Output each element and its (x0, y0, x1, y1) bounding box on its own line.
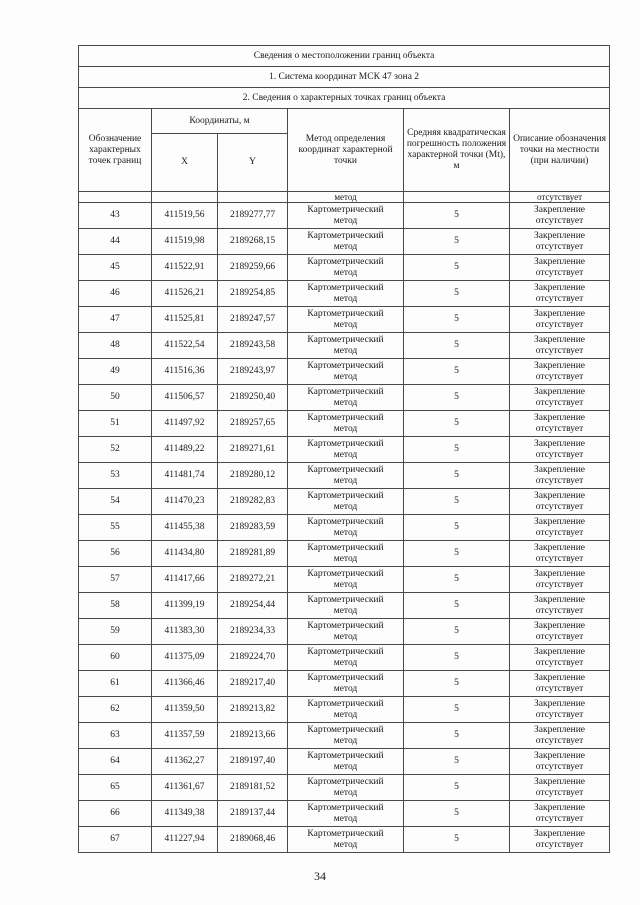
point-x: 411366,46 (152, 671, 218, 697)
point-y: 2189250,40 (218, 385, 288, 411)
method-line-1: Картометрический (307, 386, 384, 397)
description-line-1: Закрепление (534, 360, 586, 371)
point-description (510, 385, 610, 411)
table-row (79, 515, 610, 541)
point-error: 5 (404, 229, 510, 255)
description-line-2: отсутствует (535, 709, 584, 720)
point-x: 411519,98 (152, 229, 218, 255)
description-line-2: отсутствует (535, 735, 584, 746)
point-method (288, 645, 404, 671)
method-line-2: метод (333, 423, 358, 434)
point-description (510, 827, 610, 853)
point-designation: 49 (79, 359, 152, 385)
point-error: 5 (404, 827, 510, 853)
point-y: 2189213,82 (218, 697, 288, 723)
method-line-2: метод (333, 345, 358, 356)
point-method (288, 229, 404, 255)
point-description (510, 775, 610, 801)
method-line-1: Картометрический (307, 620, 384, 631)
description-line-2: отсутствует (535, 449, 584, 460)
point-method (288, 749, 404, 775)
header-coordinates: Координаты, м (152, 109, 288, 134)
method-line-2: метод (333, 683, 358, 694)
point-designation: 66 (79, 801, 152, 827)
description-line-1: Закрепление (534, 620, 586, 631)
point-y: 2189197,40 (218, 749, 288, 775)
point-designation: 63 (79, 723, 152, 749)
table-row (79, 723, 610, 749)
table-row (79, 801, 610, 827)
description-line-1: Закрепление (534, 750, 586, 761)
point-method (288, 437, 404, 463)
method-line-1: Картометрический (307, 282, 384, 293)
method-line-1: Картометрический (307, 802, 384, 813)
description-line-2: отсутствует (535, 371, 584, 382)
description-line-2: отсутствует (535, 319, 584, 330)
description-line-1: Закрепление (534, 256, 586, 267)
point-description (510, 411, 610, 437)
method-line-2: метод (333, 397, 358, 408)
method-line-2: метод (333, 631, 358, 642)
point-method (288, 567, 404, 593)
method-line-2: метод (333, 475, 358, 486)
continuation-x (152, 192, 218, 203)
method-line-1: Картометрический (307, 438, 384, 449)
points-section-title: 2. Сведения о характерных точках границ объекта (79, 88, 610, 109)
point-description (510, 749, 610, 775)
point-description (510, 723, 610, 749)
description-line-1: Закрепление (534, 308, 586, 319)
method-line-2: метод (333, 267, 358, 278)
continuation-description: отсутствует (510, 192, 610, 203)
point-designation: 52 (79, 437, 152, 463)
point-y: 2189224,70 (218, 645, 288, 671)
description-line-2: отсутствует (535, 657, 584, 668)
method-line-1: Картометрический (307, 490, 384, 501)
method-line-1: Картометрический (307, 334, 384, 345)
method-line-2: метод (333, 449, 358, 460)
point-description (510, 307, 610, 333)
point-x: 411522,54 (152, 333, 218, 359)
point-method (288, 619, 404, 645)
point-x: 411375,09 (152, 645, 218, 671)
point-designation: 44 (79, 229, 152, 255)
description-line-1: Закрепление (534, 334, 586, 345)
point-x: 411434,80 (152, 541, 218, 567)
point-error: 5 (404, 697, 510, 723)
point-y: 2189243,97 (218, 359, 288, 385)
method-line-2: метод (333, 813, 358, 824)
table-row (79, 437, 610, 463)
method-line-2: метод (333, 215, 358, 226)
point-description (510, 255, 610, 281)
point-error: 5 (404, 541, 510, 567)
method-line-1: Картометрический (307, 594, 384, 605)
table-row (79, 541, 610, 567)
point-y: 2189280,12 (218, 463, 288, 489)
table-row (79, 827, 610, 853)
point-error: 5 (404, 359, 510, 385)
point-error: 5 (404, 723, 510, 749)
description-line-2: отсутствует (535, 527, 584, 538)
point-description (510, 463, 610, 489)
point-method (288, 723, 404, 749)
description-line-1: Закрепление (534, 802, 586, 813)
method-line-1: Картометрический (307, 776, 384, 787)
point-y: 2189068,46 (218, 827, 288, 853)
point-error: 5 (404, 333, 510, 359)
method-line-1: Картометрический (307, 230, 384, 241)
method-line-1: Картометрический (307, 308, 384, 319)
point-designation: 67 (79, 827, 152, 853)
point-designation: 48 (79, 333, 152, 359)
point-error: 5 (404, 411, 510, 437)
point-designation: 55 (79, 515, 152, 541)
method-line-1: Картометрический (307, 724, 384, 735)
description-line-2: отсутствует (535, 813, 584, 824)
method-line-2: метод (333, 709, 358, 720)
continuation-designation (79, 192, 152, 203)
method-line-1: Картометрический (307, 646, 384, 657)
point-description (510, 567, 610, 593)
point-y: 2189254,85 (218, 281, 288, 307)
description-line-1: Закрепление (534, 230, 586, 241)
point-error: 5 (404, 437, 510, 463)
point-description (510, 489, 610, 515)
point-x: 411417,66 (152, 567, 218, 593)
header-y: Y (218, 134, 288, 192)
point-x: 411455,38 (152, 515, 218, 541)
point-y: 2189181,52 (218, 775, 288, 801)
table-row (79, 359, 610, 385)
description-line-2: отсутствует (535, 215, 584, 226)
point-x: 411522,91 (152, 255, 218, 281)
point-method (288, 515, 404, 541)
point-y: 2189272,21 (218, 567, 288, 593)
point-x: 411525,81 (152, 307, 218, 333)
table-row (79, 749, 610, 775)
point-designation: 62 (79, 697, 152, 723)
point-x: 411361,67 (152, 775, 218, 801)
point-designation: 61 (79, 671, 152, 697)
table-row (79, 645, 610, 671)
continuation-y (218, 192, 288, 203)
point-error: 5 (404, 671, 510, 697)
description-line-2: отсутствует (535, 267, 584, 278)
point-method (288, 359, 404, 385)
description-line-1: Закрепление (534, 282, 586, 293)
point-designation: 53 (79, 463, 152, 489)
header-error: Средняя квадратическая погрешность положения характерной точки (Mt), м (404, 109, 510, 192)
description-line-1: Закрепление (534, 438, 586, 449)
point-y: 2189247,57 (218, 307, 288, 333)
description-line-2: отсутствует (535, 397, 584, 408)
point-x: 411516,36 (152, 359, 218, 385)
point-error: 5 (404, 203, 510, 229)
point-description (510, 359, 610, 385)
method-line-2: метод (333, 787, 358, 798)
point-error: 5 (404, 619, 510, 645)
point-description (510, 671, 610, 697)
point-designation: 43 (79, 203, 152, 229)
point-designation: 59 (79, 619, 152, 645)
point-description (510, 281, 610, 307)
method-line-1: Картометрический (307, 360, 384, 371)
point-description (510, 645, 610, 671)
point-designation: 45 (79, 255, 152, 281)
point-designation: 50 (79, 385, 152, 411)
point-x: 411497,92 (152, 411, 218, 437)
description-line-1: Закрепление (534, 568, 586, 579)
boundary-points-table (78, 45, 610, 853)
description-line-2: отсутствует (535, 631, 584, 642)
point-description (510, 515, 610, 541)
method-line-1: Картометрический (307, 516, 384, 527)
point-error: 5 (404, 801, 510, 827)
description-line-1: Закрепление (534, 646, 586, 657)
point-description (510, 229, 610, 255)
method-line-1: Картометрический (307, 750, 384, 761)
point-x: 411489,22 (152, 437, 218, 463)
point-error: 5 (404, 281, 510, 307)
point-y: 2189281,89 (218, 541, 288, 567)
point-method (288, 671, 404, 697)
description-line-2: отсутствует (535, 605, 584, 616)
point-error: 5 (404, 489, 510, 515)
point-description (510, 203, 610, 229)
description-line-1: Закрепление (534, 412, 586, 423)
point-y: 2189271,61 (218, 437, 288, 463)
point-error: 5 (404, 463, 510, 489)
point-y: 2189243,58 (218, 333, 288, 359)
point-y: 2189213,66 (218, 723, 288, 749)
description-line-2: отсутствует (535, 423, 584, 434)
method-line-1: Картометрический (307, 464, 384, 475)
method-line-1: Картометрический (307, 542, 384, 553)
point-method (288, 775, 404, 801)
point-y: 2189217,40 (218, 671, 288, 697)
point-method (288, 281, 404, 307)
point-y: 2189283,59 (218, 515, 288, 541)
method-line-2: метод (333, 735, 358, 746)
point-error: 5 (404, 593, 510, 619)
point-x: 411399,19 (152, 593, 218, 619)
point-method (288, 255, 404, 281)
description-line-2: отсутствует (535, 501, 584, 512)
point-designation: 46 (79, 281, 152, 307)
description-line-1: Закрепление (534, 776, 586, 787)
method-line-2: метод (333, 371, 358, 382)
point-x: 411349,38 (152, 801, 218, 827)
point-method (288, 463, 404, 489)
point-description (510, 801, 610, 827)
table-row (79, 489, 610, 515)
point-x: 411470,23 (152, 489, 218, 515)
table-row (79, 463, 610, 489)
description-line-1: Закрепление (534, 594, 586, 605)
point-y: 2189259,66 (218, 255, 288, 281)
point-designation: 47 (79, 307, 152, 333)
method-line-2: метод (333, 605, 358, 616)
method-line-2: метод (333, 241, 358, 252)
description-line-2: отсутствует (535, 293, 584, 304)
table-row (79, 567, 610, 593)
point-x: 411362,27 (152, 749, 218, 775)
table-row (79, 203, 610, 229)
point-x: 411506,57 (152, 385, 218, 411)
point-y: 2189257,65 (218, 411, 288, 437)
point-error: 5 (404, 775, 510, 801)
table-row (79, 255, 610, 281)
point-method (288, 541, 404, 567)
point-method (288, 801, 404, 827)
point-x: 411526,21 (152, 281, 218, 307)
description-line-2: отсутствует (535, 787, 584, 798)
point-method (288, 203, 404, 229)
point-y: 2189234,33 (218, 619, 288, 645)
method-line-2: метод (333, 839, 358, 850)
point-description (510, 593, 610, 619)
method-line-2: метод (333, 293, 358, 304)
method-line-2: метод (333, 657, 358, 668)
point-x: 411359,50 (152, 697, 218, 723)
point-error: 5 (404, 749, 510, 775)
point-method (288, 333, 404, 359)
header-method: Метод определения координат характерной точки (288, 109, 404, 192)
point-description (510, 619, 610, 645)
table-row (79, 671, 610, 697)
header-description: Описание обозначения точки на местности (при наличии) (510, 109, 610, 192)
table-title: Сведения о местоположении границ объекта (79, 46, 610, 67)
point-description (510, 437, 610, 463)
method-line-2: метод (333, 553, 358, 564)
point-error: 5 (404, 385, 510, 411)
point-description (510, 697, 610, 723)
description-line-2: отсутствует (535, 475, 584, 486)
coordinate-system-title: 1. Система координат МСК 47 зона 2 (79, 67, 610, 88)
continuation-method: метод (288, 192, 404, 203)
point-y: 2189268,15 (218, 229, 288, 255)
point-designation: 58 (79, 593, 152, 619)
point-y: 2189137,44 (218, 801, 288, 827)
description-line-2: отсутствует (535, 553, 584, 564)
method-line-1: Картометрический (307, 412, 384, 423)
method-line-1: Картометрический (307, 828, 384, 839)
description-line-2: отсутствует (535, 683, 584, 694)
point-method (288, 411, 404, 437)
point-designation: 54 (79, 489, 152, 515)
continuation-row (79, 192, 610, 203)
point-x: 411519,56 (152, 203, 218, 229)
point-designation: 60 (79, 645, 152, 671)
point-x: 411383,30 (152, 619, 218, 645)
method-line-1: Картометрический (307, 698, 384, 709)
point-method (288, 827, 404, 853)
table-row (79, 411, 610, 437)
method-line-2: метод (333, 579, 358, 590)
point-error: 5 (404, 645, 510, 671)
point-description (510, 333, 610, 359)
description-line-2: отсутствует (535, 579, 584, 590)
description-line-2: отсутствует (535, 345, 584, 356)
table-row (79, 697, 610, 723)
description-line-1: Закрепление (534, 542, 586, 553)
point-y: 2189254,44 (218, 593, 288, 619)
point-designation: 64 (79, 749, 152, 775)
table-row (79, 385, 610, 411)
description-line-1: Закрепление (534, 464, 586, 475)
description-line-1: Закрепление (534, 386, 586, 397)
description-line-1: Закрепление (534, 204, 586, 215)
point-method (288, 489, 404, 515)
header-x: X (152, 134, 218, 192)
continuation-error (404, 192, 510, 203)
description-line-2: отсутствует (535, 761, 584, 772)
point-method (288, 697, 404, 723)
table-row (79, 619, 610, 645)
page-number: 34 (314, 869, 326, 883)
point-error: 5 (404, 307, 510, 333)
method-line-2: метод (333, 319, 358, 330)
table-row (79, 593, 610, 619)
point-designation: 65 (79, 775, 152, 801)
description-line-1: Закрепление (534, 698, 586, 709)
point-designation: 57 (79, 567, 152, 593)
description-line-1: Закрепление (534, 516, 586, 527)
description-line-1: Закрепление (534, 672, 586, 683)
method-line-1: Картометрический (307, 568, 384, 579)
point-method (288, 307, 404, 333)
point-description (510, 541, 610, 567)
point-y: 2189282,83 (218, 489, 288, 515)
table-row (79, 307, 610, 333)
description-line-1: Закрепление (534, 490, 586, 501)
point-method (288, 385, 404, 411)
method-line-1: Картометрический (307, 256, 384, 267)
method-line-1: Картометрический (307, 672, 384, 683)
method-line-2: метод (333, 501, 358, 512)
point-designation: 56 (79, 541, 152, 567)
point-error: 5 (404, 255, 510, 281)
table-row (79, 281, 610, 307)
table-row (79, 775, 610, 801)
description-line-2: отсутствует (535, 839, 584, 850)
point-error: 5 (404, 515, 510, 541)
point-method (288, 593, 404, 619)
table-row (79, 229, 610, 255)
description-line-2: отсутствует (535, 241, 584, 252)
header-designation: Обозначение характерных точек границ (79, 109, 152, 192)
method-line-1: Картометрический (307, 204, 384, 215)
point-y: 2189277,77 (218, 203, 288, 229)
point-error: 5 (404, 567, 510, 593)
method-line-2: метод (333, 761, 358, 772)
method-line-2: метод (333, 527, 358, 538)
description-line-1: Закрепление (534, 724, 586, 735)
description-line-1: Закрепление (534, 828, 586, 839)
point-designation: 51 (79, 411, 152, 437)
point-x: 411227,94 (152, 827, 218, 853)
table-row (79, 333, 610, 359)
point-x: 411481,74 (152, 463, 218, 489)
point-x: 411357,59 (152, 723, 218, 749)
